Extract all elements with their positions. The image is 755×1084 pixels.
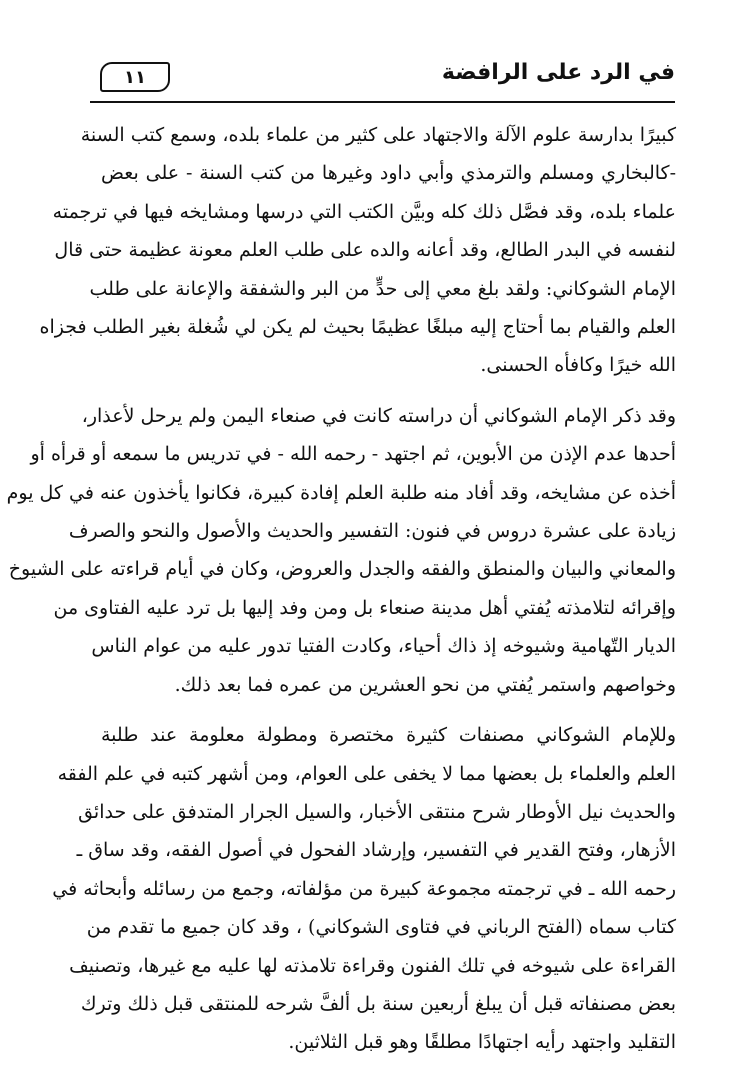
text-line: كبيرًا بدارسة علوم الآلة والاجتهاد على كثير من علماء بلده، وسمع كتب السنة [80, 124, 676, 146]
header-rule [90, 101, 675, 103]
text-line: بعض مصنفاته قبل أن يبلغ أربعين سنة بل ألفَّ شرحه للمنتقى قبل ذلك وترك [80, 992, 676, 1015]
text-line: العلم والعلماء بل بعضها مما لا يخفى على العوام، ومن أشهر كتبه في علم الفقه [57, 762, 676, 785]
text-line: الأزهار، وفتح القدير في التفسير، وإرشاد الفحول في أصول الفقه، وقد ساق ـ [76, 839, 676, 862]
text-line: أخذه عن مشايخه، وقد أفاد منه طلبة العلم إفادة كبيرة، فكانوا يأخذون عنه في كل يوم [6, 481, 676, 504]
text-line: العلم والقيام بما أحتاج إليه مبلغًا عظيمًا بحيث لم يكن لي شُغلة بغير الطلب فجزاه [39, 316, 676, 339]
body-text [6, 116, 676, 1062]
paragraph [39, 116, 676, 385]
page-header [92, 58, 675, 100]
text-line: وقد ذكر الإمام الشوكاني أن دراسته كانت في صنعاء اليمن ولم يرحل لأعذار، [81, 404, 676, 427]
text-line: والمعاني والبيان والمنطق والفقه والجدل والعروض، وكان في أيام قراءته على الشيوخ [8, 558, 676, 581]
page-number-box [100, 62, 170, 92]
text-line: الديار التّهامية وشيوخه إذ ذاك أحياء، وكادت الفتيا تدور عليه من عوام الناس [91, 635, 676, 658]
text-line: الإمام الشوكاني: ولقد بلغ معي إلى حدٍّ من البر والشفقة والإعانة على طلب [89, 277, 676, 300]
text-line: وخواصهم واستمر يُفتي من نحو العشرين من عمره فما بعد ذلك. [174, 673, 676, 696]
text-line: وإقرائه لتلامذته يُفتي أهل مدينة صنعاء بل ومن وفد إليها بل ترد عليه الفتاوى من [53, 596, 676, 619]
text-line: التقليد واجتهد رأيه اجتهادًا مطلقًا وهو قبل الثلاثين. [288, 1031, 676, 1054]
text-line: وللإمام الشوكاني مصنفات كثيرة مختصرة ومطولة معلومة عند طلبة [101, 724, 676, 747]
paragraph [52, 716, 676, 1062]
text-line: -كالبخاري ومسلم والترمذي وأبي داود وغيرها من كتب السنة - على بعض [101, 162, 676, 185]
text-line: علماء بلده، وقد فصَّل ذلك كله وبيَّن الكتب التي درسها ومشايخه فيها في ترجمته [52, 200, 676, 223]
text-line: الله خيرًا وكافأه الحسنى. [480, 354, 676, 377]
text-line: كتاب سماه (الفتح الرباني في فتاوى الشوكاني) ، وقد كان جميع ما تقدم من [86, 916, 676, 939]
text-line: رحمه الله ـ في ترجمته مجموعة كبيرة من مؤلفاته، وجمع من رسائله وأبحاثه في [52, 877, 676, 900]
text-line: زيادة على عشرة دروس في فنون: التفسير والحديث والأصول والنحو والصرف [68, 520, 676, 543]
text-line: القراءة على شيوخه في تلك الفنون وقراءة تلامذته لها عليه مع غيرها، وتصنيف [69, 954, 676, 977]
page-number: ١١ [124, 66, 146, 88]
text-line: أحدها عدم الإذن من الأبوين، ثم اجتهد - رحمه الله - في تدريس ما سمعه أو قرأه أو [30, 443, 676, 466]
running-title: في الرد على الرافضة [441, 60, 675, 85]
paragraph [6, 397, 676, 704]
text-line: لنفسه في البدر الطالع، وقد أعانه والده على طلب العلم معونة عظيمة حتى قال [54, 239, 676, 262]
text-line: والحديث نيل الأوطار شرح منتقى الأخبار، والسيل الجرار المتدفق على حدائق [78, 800, 676, 823]
